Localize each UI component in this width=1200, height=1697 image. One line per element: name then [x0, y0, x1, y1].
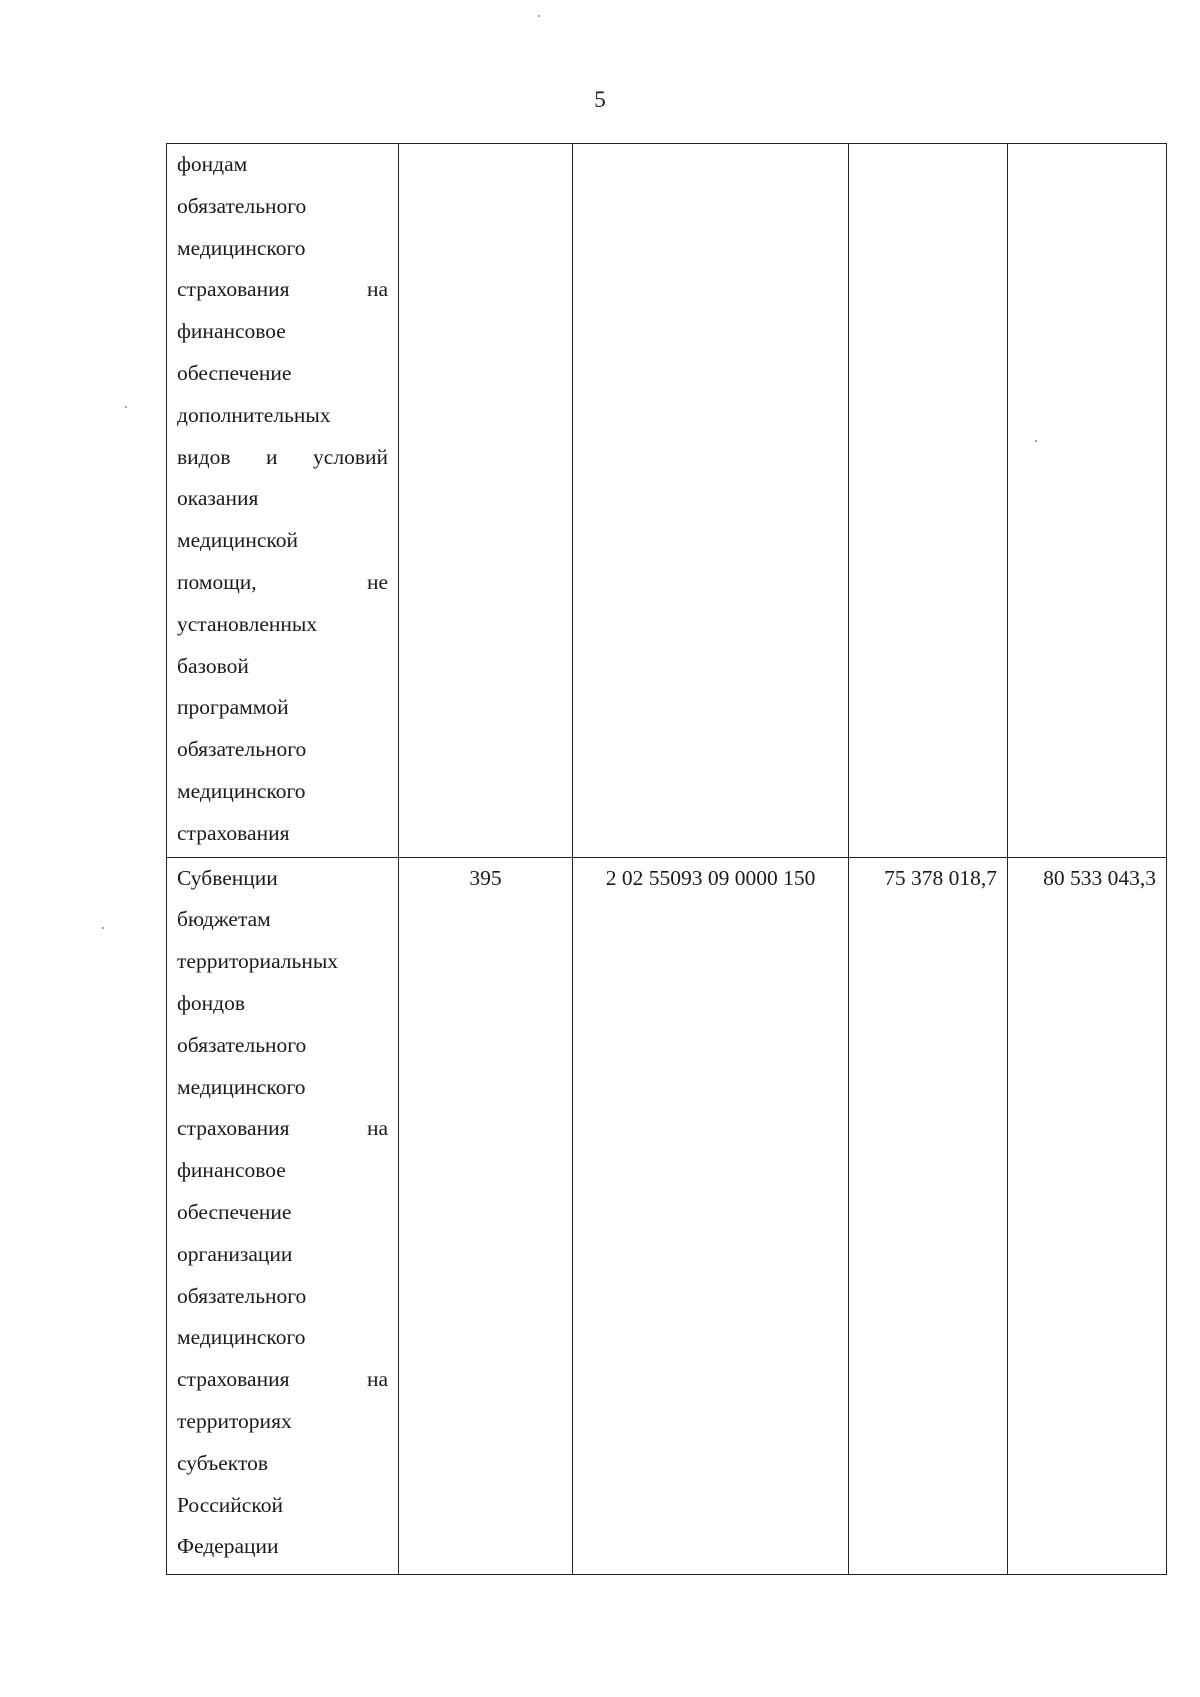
kbk-code-cell [573, 144, 849, 858]
item-name-line: фондов [177, 990, 246, 1015]
table-row [167, 857, 1167, 1574]
item-name-line: Российской [177, 1492, 283, 1517]
item-name-line: обязательного [177, 737, 307, 762]
budget-table [166, 143, 1167, 1575]
amount-1-cell [849, 144, 1008, 858]
amount-2-cell: 80 533 043,3 [1008, 857, 1167, 1574]
item-name-lines [177, 146, 388, 857]
item-name-line: Субвенции [177, 865, 278, 890]
item-name-line: фондам [177, 152, 248, 176]
item-name-line: программой [177, 695, 289, 720]
scan-speck [538, 15, 540, 17]
item-name-line: обеспечение [177, 1199, 292, 1224]
item-name-line: Федерации [177, 1534, 279, 1559]
admin-code-cell [399, 144, 573, 858]
item-name-line: базовой [177, 653, 249, 678]
scan-speck [125, 406, 127, 408]
item-name-line: помощи, не [177, 569, 388, 594]
item-name-line: страхования на [177, 1116, 388, 1141]
table-row [167, 144, 1167, 858]
item-name-line: медицинского [177, 778, 306, 803]
item-name-line: организации [177, 1241, 293, 1266]
item-name-line: финансовое [177, 319, 286, 344]
item-name-line: территориальных [177, 949, 339, 974]
amount-2-cell [1008, 144, 1167, 858]
item-name-line: обязательного [177, 1283, 307, 1308]
item-name-line: страхования на [177, 277, 388, 302]
item-name-line: обеспечение [177, 360, 292, 385]
item-name-line: медицинского [177, 235, 306, 260]
item-name-line: медицинского [177, 1074, 306, 1099]
item-name-line: субъектов [177, 1450, 268, 1475]
item-name-line: страхования [177, 820, 290, 845]
item-name-line: видов и условий [177, 444, 388, 469]
item-name-lines [177, 860, 388, 1571]
amount-1-cell: 75 378 018,7 [849, 857, 1008, 1574]
item-name-line: оказания [177, 486, 259, 511]
scan-speck [102, 927, 104, 929]
item-name-line: установленных [177, 611, 318, 636]
page-number: 5 [594, 87, 606, 112]
item-name-cell [167, 857, 399, 1574]
item-name-line: обязательного [177, 193, 307, 218]
item-name-line: дополнительных [177, 402, 331, 427]
kbk-code-cell: 2 02 55093 09 0000 150 [573, 857, 849, 1574]
item-name-cell [167, 144, 399, 858]
item-name-line: обязательного [177, 1032, 307, 1057]
scan-speck [1035, 440, 1037, 442]
item-name-line: бюджетам [177, 907, 271, 932]
item-name-line: территориях [177, 1408, 292, 1433]
admin-code-cell: 395 [399, 857, 573, 1574]
item-name-line: страхования на [177, 1367, 388, 1392]
item-name-line: финансовое [177, 1158, 286, 1183]
item-name-line: медицинской [177, 528, 298, 553]
item-name-line: медицинского [177, 1325, 306, 1350]
